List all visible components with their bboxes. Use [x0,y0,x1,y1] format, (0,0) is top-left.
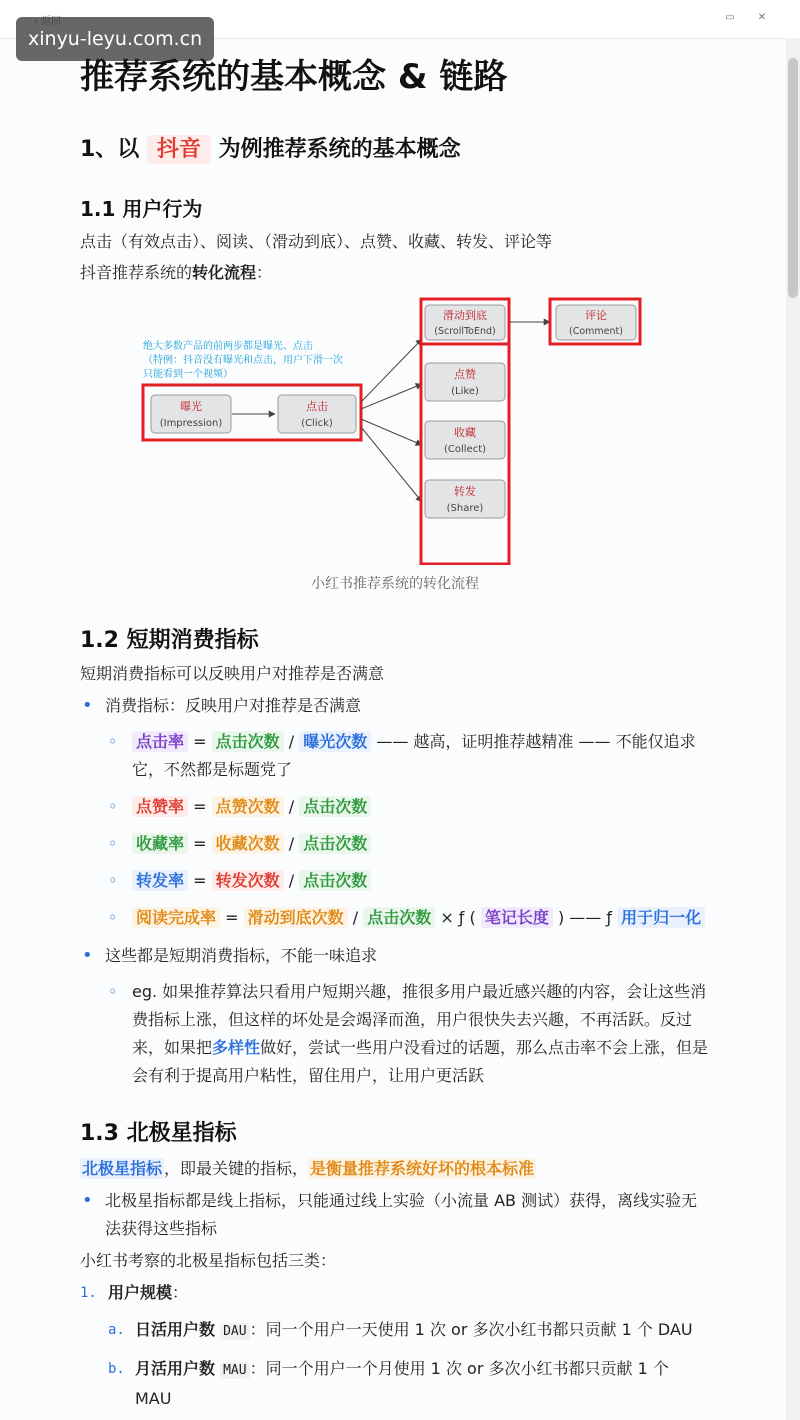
section-1-2-heading: 1.2 短期消费指标 [80,628,259,653]
example-paragraph: ◦ eg. 如果推荐算法只看用户短期兴趣，推很多用户最近感兴趣的内容，会让这些消费指标上涨，但这样的坏处是会竭泽而渔，用户很快失去兴趣，不再活跃。反过来，如果把多样性做好，尝试一些用户没看过的话题，那么点击率不会上涨，但是会有利于提高用户粘性，留住用户，让用户更活跃 [80,978,710,1090]
north-star-intro: 北极星指标 ，即最关键的指标， 是衡量推荐系统好坏的根本标准 [82,1159,535,1178]
metric-list [80,692,710,1090]
watermark: xinyu-leyu.com.cn [16,17,214,61]
metric-collect-rate: ◦ 收藏率 = 收藏次数 / 点击次数 [80,830,710,858]
click-sublabel: (Click) [301,418,333,429]
scrollbar[interactable] [786,38,800,1420]
section-1-1-heading: 1.1 用户行为 [80,197,203,221]
short-term-intro: 短期消费指标可以反映用户对推荐是否满意 [80,664,385,683]
scroll-label: 滑动到底 [443,309,487,322]
mau-item: b. 月活用户数 MAU ：同一个用户一个月使用 1 次 or 多次小红书都只贡献 1 个 MAU [108,1359,669,1408]
diagram-caption: 小红书推荐系统的转化流程 [311,576,479,592]
north-star-categories: 小红书考察的北极星指标包括三类： [80,1251,337,1270]
diagram-note-1: 绝大多数产品的前两步都是曝光、点击 [143,341,313,352]
like-label: 点赞 [454,368,476,381]
list-item: • 这些都是短期消费指标，不能一味追求 [80,942,710,970]
metric-like-rate: ◦ 点赞率 = 点赞次数 / 点击次数 [80,793,710,821]
arrow-click-collect [361,419,422,445]
comment-label: 评论 [585,309,607,322]
list-item: • 消费指标：反映用户对推荐是否满意 [80,692,710,720]
list-item: • 北极星指标都是线上指标，只能通过线上实验（小流量 AB 测试）获得，离线实验无法获得这些指标 [80,1187,710,1243]
article [80,50,710,1413]
scrollbar-thumb[interactable] [788,58,798,298]
page-title: 推荐系统的基本概念 & 链路 [80,57,508,97]
share-sublabel: (Share) [446,503,484,514]
metric-share-rate: ◦ 转发率 = 转发次数 / 点击次数 [80,867,710,895]
ordered-item-user-scale: 1. 用户规模： [80,1283,189,1302]
diagram-note-2: （特例：抖音没有曝光和点击，用户下滑一次 [143,355,343,366]
douyin-highlight: 抖音 [147,135,211,164]
impression-sublabel: (Impression) [159,418,223,429]
user-behavior-text: 点击（有效点击）、阅读、（滑动到底）、点赞、收藏、转发、评论等 [80,232,553,251]
close-icon[interactable]: ✕ [757,12,767,23]
collect-label: 收藏 [454,426,476,439]
diagram-note-3: 只能看到一个视频） [143,369,233,380]
impression-label: 曝光 [180,400,202,413]
arrow-click-like [361,384,422,409]
comment-sublabel: (Comment) [569,326,623,337]
arrow-click-share [361,427,422,502]
arrow-click-scroll [361,339,422,402]
section-1-3-heading: 1.3 北极星指标 [80,1121,237,1146]
metric-ctr: ◦ 点击率 = 点击次数 / 曝光次数 —— 越高，证明推荐越精准 —— 不能仅追求它，不然都是标题党了 [80,728,710,784]
metric-read-completion: ◦ 阅读完成率 = 滑动到底次数 / 点击次数 × ƒ ( 笔记长度 ) —— ƒ 用于归一化 [80,904,710,932]
conversion-flow-diagram [80,297,680,565]
collect-sublabel: (Collect) [443,444,487,455]
click-label: 点击 [306,400,328,413]
like-sublabel: (Like) [451,386,479,397]
share-label: 转发 [454,485,476,498]
scroll-sublabel: (ScrollToEnd) [434,326,496,337]
section-1-heading: 1、以 抖音 为例推荐系统的基本概念 [80,137,461,162]
window-icon[interactable]: ▭ [725,12,735,23]
dau-item: a. 日活用户数 DAU ：同一个用户一天使用 1 次 or 多次小红书都只贡献 1 个 DAU [108,1320,693,1339]
conversion-intro: 抖音推荐系统的转化流程： [80,263,273,282]
